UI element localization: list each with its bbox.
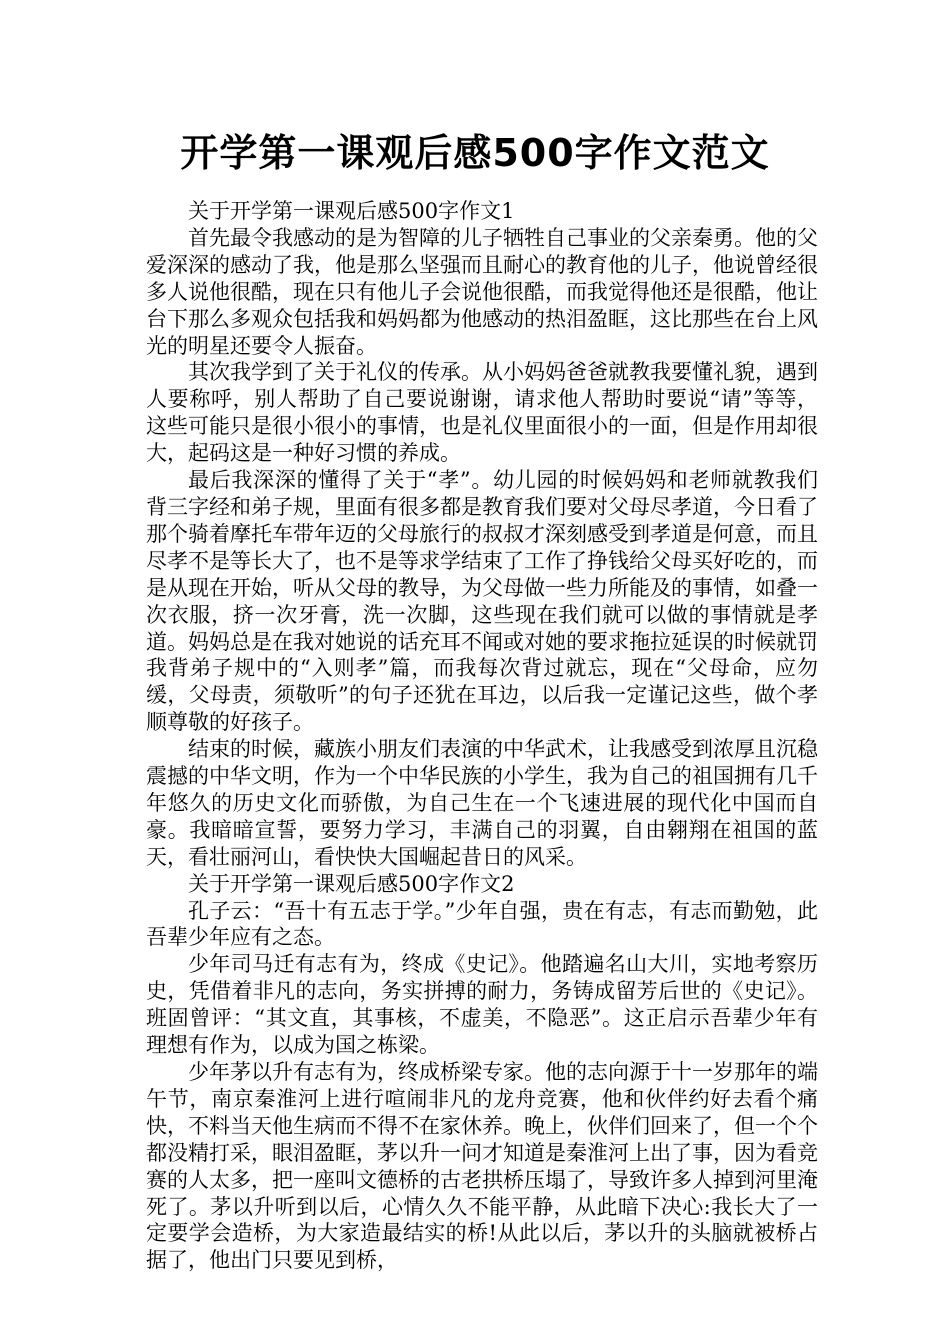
paragraph: 首先最令我感动的是为智障的儿子牺牲自己事业的父亲秦勇。他的父爱深深的感动了我，他是那么坚强而且耐心的教育他的儿子，他说曾经很多人说他很酷，现在只有他儿子会说他很酷，而我觉得他还是很酷，他让台下那么多观众包括我和妈妈都为他感动的热泪盈眶，这比那些在台上风光的明星还要令人振奋。 — [146, 225, 818, 358]
paragraph: 最后我深深的懂得了关于“孝”。幼儿园的时候妈妈和老师就教我们背三字经和弟子规，里面有很多都是教育我们要对父母尽孝道，今日看了那个骑着摩托车带年迈的父母旅行的叔叔才深刻感受到孝道是何意，而且尽孝不是等长大了，也不是等求学结束了工作了挣钱给父母买好吃的，而是从现在开始，听从父母的教导，为父母做一些力所能及的事情，如叠一次衣服，挤一次牙膏，洗一次脚，这些现在我们就可以做的事情就是孝道。妈妈总是在我对她说的话充耳不闻或对她的要求拖拉延误的时候就罚我背弟子规中的“入则孝”篇，而我每次背过就忘，现在“父母命，应勿缓，父母责，须敬听”的句子还犹在耳边，以后我一定谨记这些，做个孝顺尊敬的好孩子。 — [146, 468, 818, 735]
paragraph: 少年司马迁有志有为，终成《史记》。他踏遍名山大川，实地考察历史，凭借着非凡的志向，务实拼搏的耐力，务铸成留芳后世的《史记》。班固曾评：“其文直，其事核，不虚美，不隐恶”。这正启示吾辈少年有理想有作为，以成为国之栋梁。 — [146, 952, 818, 1058]
section-heading-1: 关于开学第一课观后感500字作文1 — [188, 199, 515, 223]
paragraph: 孔子云：“吾十有五志于学。”少年自强，贵在有志，有志而勤勉，此吾辈少年应有之态。 — [146, 898, 818, 950]
section-heading-2: 关于开学第一课观后感500字作文2 — [188, 871, 515, 896]
paragraph: 结束的时候，藏族小朋友们表演的中华武术，让我感受到浓厚且沉稳震撼的中华文明，作为一个中华民族的小学生，我为自己的祖国拥有几千年悠久的历史文化而骄傲，为自己生在一个飞速进展的现代化中国而自豪。我暗暗宣誓，要努力学习，丰满自己的羽翼，自由翱翔在祖国的蓝天，看壮丽河山，看快快大国崛起昔日的风采。 — [146, 737, 818, 869]
document-body — [146, 198, 818, 1274]
document-title: 开学第一课观后感500字作文范文 — [180, 131, 770, 175]
paragraph: 其次我学到了关于礼仪的传承。从小妈妈爸爸就教我要懂礼貌，遇到人要称呼，别人帮助了自己要说谢谢，请求他人帮助时要说“请”等等，这些可能只是很小很小的事情，也是礼仪里面很小的一面，但是作用却很大，起码这是一种好习惯的养成。 — [146, 360, 818, 466]
paragraph: 少年茅以升有志有为，终成桥梁专家。他的志向源于十一岁那年的端午节，南京秦淮河上进行喧闹非凡的龙舟竞赛，他和伙伴约好去看个痛快，不料当天他生病而不得不在家休养。晚上，伙伴们回来了，但一个个都没精打采，眼泪盈眶，茅以升一问才知道是秦淮河上出了事，因为看竞赛的人太多，把一座叫文德桥的古老拱桥压塌了，导致许多人掉到河里淹死了。茅以升听到以后，心情久久不能平静，从此暗下决心:我长大了一定要学会造桥，为大家造最结实的桥!从此以后，茅以升的头脑就被桥占据了，他出门只要见到桥， — [146, 1060, 818, 1273]
